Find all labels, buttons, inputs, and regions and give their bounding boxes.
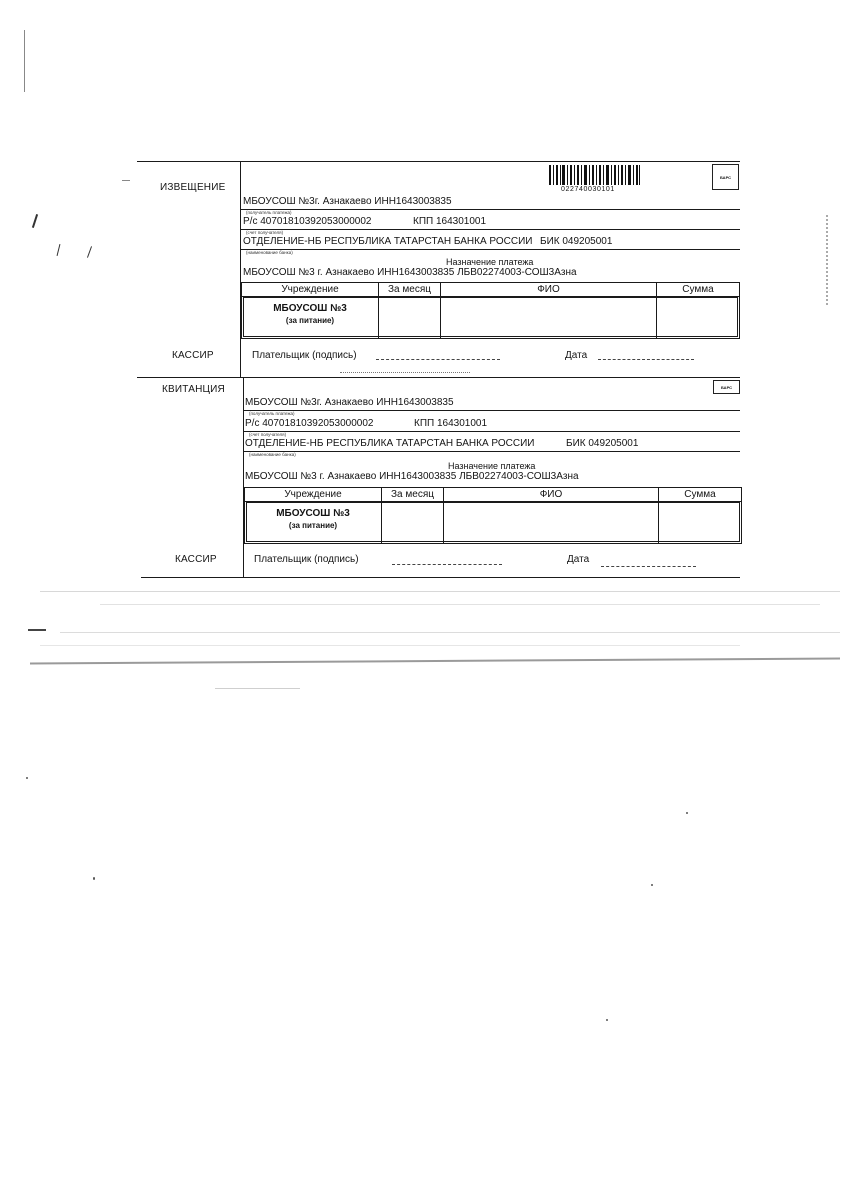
receipt-divider (243, 377, 244, 577)
scan-mark (57, 244, 61, 256)
receipt-bank-line (244, 451, 740, 452)
receipt-bank: ОТДЕЛЕНИЕ-НБ РЕСПУБЛИКА ТАТАРСТАН БАНКА РОССИИ (245, 438, 535, 449)
notice-divider (240, 161, 241, 377)
receipt-account: Р/с 40701810392053000002 (245, 418, 374, 429)
scan-dots-right (826, 215, 831, 305)
scan-noise-line (215, 688, 300, 689)
notice-account: Р/с 40701810392053000002 (243, 216, 372, 227)
notice-signature-line (376, 359, 500, 360)
receipt-col-institution: Учреждение (284, 489, 342, 500)
notice-kpp: КПП 164301001 (413, 216, 487, 227)
notice-date-label: Дата (565, 350, 588, 361)
receipt-signature-line (392, 564, 502, 565)
notice-payee: МБОУСОШ №3г. Азнакаево ИНН1643003835 (243, 196, 452, 207)
notice-section-title: ИЗВЕЩЕНИЕ (160, 182, 226, 193)
notice-col-name: ФИО (537, 284, 560, 295)
receipt-kpp: КПП 164301001 (414, 418, 488, 429)
scan-speck (686, 812, 688, 814)
receipt-payee-caption: (получатель платежа) (249, 411, 295, 416)
notice-top-border (137, 161, 740, 162)
notice-account-line (241, 229, 740, 230)
receipt-institution-note: (за питание) (288, 521, 338, 530)
table-col-divider (440, 283, 441, 338)
notice-bik: БИК 049205001 (540, 236, 613, 247)
scan-noise-line (40, 591, 840, 592)
receipt-col-sum: Сумма (684, 489, 716, 500)
scan-noise-line (60, 632, 840, 633)
notice-payee-caption: (получатель платежа) (246, 210, 292, 215)
notice-payment-table (241, 282, 740, 339)
notice-col-month: За месяц (388, 284, 431, 295)
scan-mark (32, 214, 38, 228)
notice-col-sum: Сумма (682, 284, 714, 295)
scan-speck (606, 1019, 608, 1021)
receipt-bank-caption: (наименование банка) (249, 452, 296, 457)
receipt-date-label: Дата (567, 554, 590, 565)
scan-mark (87, 246, 92, 258)
barcode-graphic (549, 165, 641, 185)
receipt-account-caption: (счет получателя) (249, 432, 287, 437)
scan-speck (26, 777, 28, 779)
receipt-col-name: ФИО (539, 489, 563, 500)
notice-bank-line (241, 249, 740, 250)
receipt-account-line (244, 431, 740, 432)
table-col-divider (443, 488, 444, 543)
receipt-payee-line (244, 410, 740, 411)
scan-fold-line (30, 658, 840, 665)
scan-speck (651, 884, 653, 886)
receipt-payment-table (244, 487, 742, 544)
notice-institution-name: МБОУСОШ №3 (273, 303, 347, 314)
notice-purpose-title: Назначение платежа (446, 257, 534, 267)
scan-mark (122, 180, 130, 181)
receipt-bik: БИК 049205001 (566, 438, 639, 449)
notice-institution-note: (за питание) (285, 316, 335, 325)
notice-bank: ОТДЕЛЕНИЕ-НБ РЕСПУБЛИКА ТАТАРСТАН БАНКА РОССИИ (243, 236, 533, 247)
receipt-date-line (601, 566, 696, 567)
receipt-section-title: КВИТАНЦИЯ (162, 384, 225, 395)
receipt-purpose-title: Назначение платежа (448, 461, 536, 471)
table-col-divider (378, 283, 379, 338)
receipt-bars-logo: БАРС (713, 380, 740, 394)
table-col-divider (381, 488, 382, 543)
receipt-cashier: КАССИР (175, 554, 217, 565)
receipt-institution-name: МБОУСОШ №3 (276, 508, 350, 519)
receipt-purpose: МБОУСОШ №3 г. Азнакаево ИНН1643003835 ЛБВ02274003-СОШ3Азна (245, 471, 579, 482)
notice-institution-cell (242, 302, 378, 326)
scan-noise-line (100, 604, 820, 605)
notice-bars-logo: БАРС (712, 164, 739, 190)
receipt-institution-cell (245, 507, 381, 531)
notice-account-caption: (счет получателя) (246, 230, 284, 235)
notice-col-institution: Учреждение (281, 284, 339, 295)
notice-bank-caption: (наименование банка) (246, 250, 293, 255)
receipt-payer-signature: Плательщик (подпись) (254, 554, 359, 565)
table-col-divider (656, 283, 657, 338)
notice-payee-line (241, 209, 740, 210)
scan-speck (93, 877, 95, 880)
scan-edge-line (24, 30, 25, 92)
notice-date-line (598, 359, 694, 360)
receipt-bottom-border (141, 577, 740, 578)
receipt-payee: МБОУСОШ №3г. Азнакаево ИНН1643003835 (245, 397, 454, 408)
scan-dash (28, 629, 46, 631)
notice-purpose: МБОУСОШ №3 г. Азнакаево ИНН1643003835 ЛБВ02274003-СОШ3Азна (243, 267, 577, 278)
notice-barcode (549, 165, 641, 185)
table-col-divider (658, 488, 659, 543)
notice-payer-signature: Плательщик (подпись) (252, 350, 357, 361)
cut-line-marks (340, 372, 470, 379)
notice-cashier: КАССИР (172, 350, 214, 361)
scan-noise-line (40, 645, 740, 646)
notice-barcode-number: 022740030101 (561, 186, 615, 193)
receipt-col-month: За месяц (391, 489, 434, 500)
